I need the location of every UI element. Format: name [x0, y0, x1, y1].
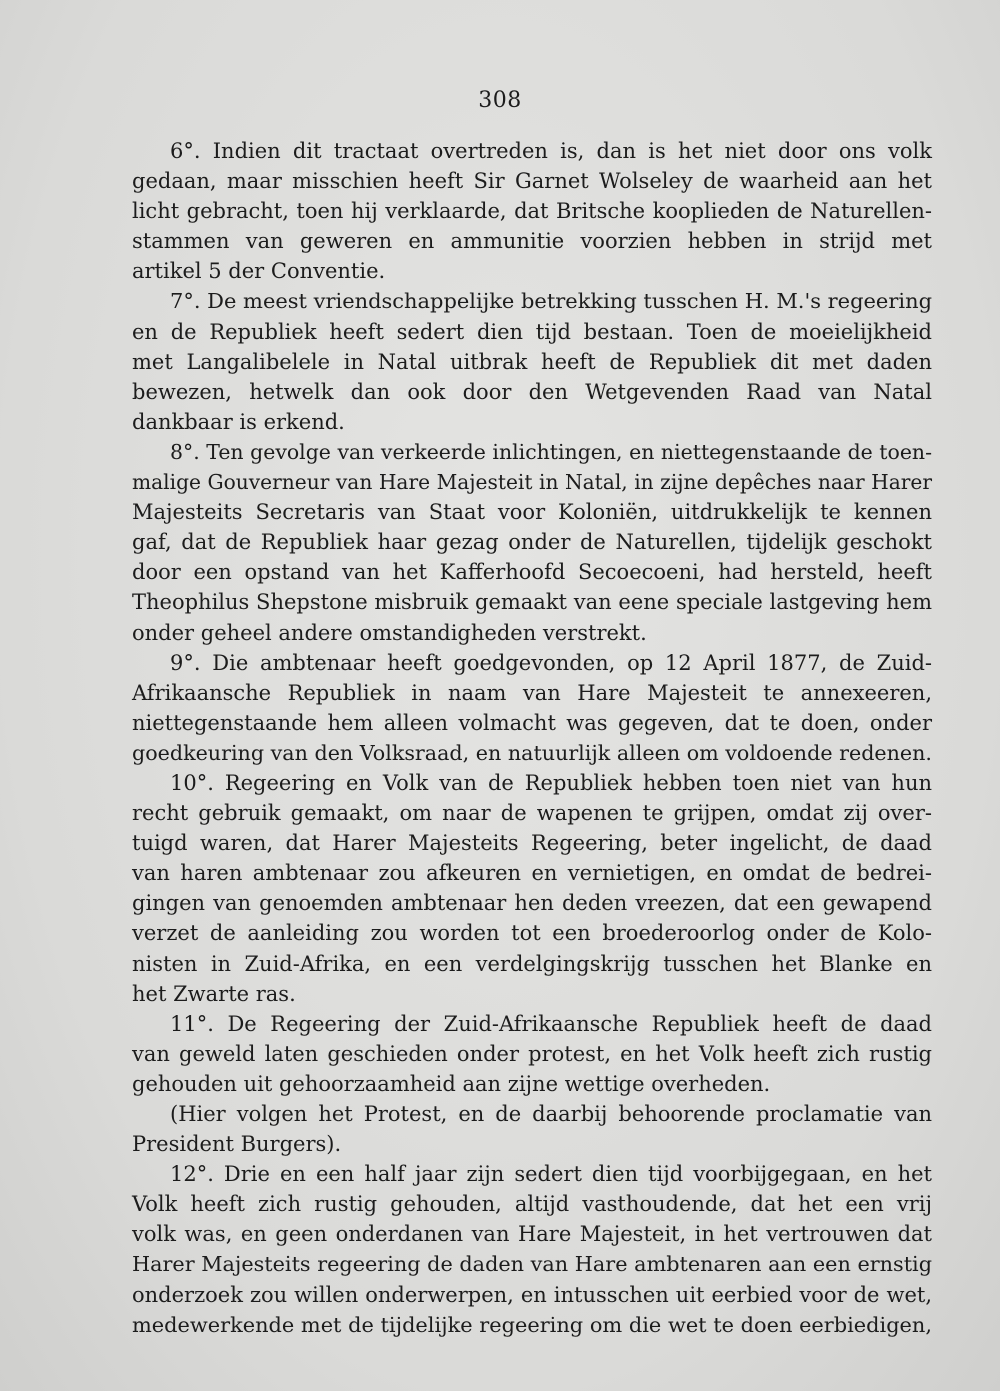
text-line: 6°. Indien dit tractaat overtreden is, dan is het niet door ons volk [170, 139, 932, 163]
text-line: dankbaar is erkend. [132, 409, 345, 434]
text-line: artikel 5 der Conventie. [132, 259, 386, 284]
text-line: President Burgers). [132, 1132, 342, 1157]
text-line: gehouden uit gehoorzaamheid aan zijne wettige overheden. [132, 1071, 771, 1096]
text-line: 12°. Drie en een half jaar zijn sedert dien tijd voorbijgegaan, en het [170, 1162, 932, 1187]
text-line: van haren ambtenaar zou afkeuren en vernietigen, en omdat de bedrei- [132, 861, 932, 886]
text-line: Majesteits Secretaris van Staat voor Koloniën, uitdrukkelijk te kennen [132, 500, 932, 525]
text-line: recht gebruik gemaakt, om naar de wapenen te grijpen, omdat zij over- [132, 801, 932, 826]
body-text [132, 136, 932, 1340]
text-line: onder geheel andere omstandigheden verstrekt. [132, 620, 647, 645]
text-line: medewerkende met de tijdelijke regeering om die wet te doen eerbiedigen, [132, 1312, 932, 1337]
text-line: met Langalibelele in Natal uitbrak heeft de Republiek dit met daden [132, 349, 932, 374]
text-line: 11°. De Regeering der Zuid-Afrikaansche Republiek heeft de daad [170, 1011, 932, 1036]
text-line: niettegenstaande hem alleen volmacht was gegeven, dat te doen, onder [132, 710, 932, 735]
text-line: bewezen, hetwelk dan ook door den Wetgevenden Raad van Natal [132, 379, 932, 404]
text-line: en de Republiek heeft sedert dien tijd bestaan. Toen de moeielijkheid [132, 319, 932, 344]
text-line: Afrikaansche Republiek in naam van Hare Majesteit te annexeeren, [132, 680, 932, 705]
text-line: goedkeuring van den Volksraad, en natuurlijk alleen om voldoende redenen. [132, 740, 932, 765]
text-line: Theophilus Shepstone misbruik gemaakt van eene speciale lastgeving hem [132, 590, 932, 615]
text-line: verzet de aanleiding zou worden tot een broederoorlog onder de Kolo- [132, 921, 932, 946]
text-line: (Hier volgen het Protest, en de daarbij behoorende proclamatie van [170, 1102, 932, 1126]
text-line: door een opstand van het Kafferhoofd Secoecoeni, had hersteld, heeft [132, 560, 932, 585]
text-line: malige Gouverneur van Hare Majesteit in Natal, in zijne depêches naar Harer [132, 470, 932, 495]
text-line: 10°. Regeering en Volk van de Republiek hebben toen niet van hun [170, 770, 932, 795]
text-line: 7°. De meest vriendschappelijke betrekking tusschen H. M.'s regeering [170, 289, 932, 314]
text-line: 8°. Ten gevolge van verkeerde inlichtingen, en niettegenstaande de toen- [170, 439, 932, 464]
text-line: Harer Majesteits regeering de daden van Hare ambtenaren aan een ernstig [132, 1252, 932, 1277]
text-line: licht gebracht, toen hij verklaarde, dat Britsche kooplieden de Naturellen- [132, 199, 932, 224]
text-line: onderzoek zou willen onderwerpen, en intusschen uit eerbied voor de wet, [132, 1282, 932, 1307]
text-line: gedaan, maar misschien heeft Sir Garnet Wolseley de waarheid aan het [132, 169, 932, 194]
text-line: stammen van geweren en ammunitie voorzien hebben in strijd met [132, 229, 932, 254]
text-line: gaf, dat de Republiek haar gezag onder de Naturellen, tijdelijk geschokt [132, 530, 932, 555]
text-line: het Zwarte ras. [132, 981, 296, 1006]
text-line: gingen van genoemden ambtenaar hen deden vreezen, dat een gewapend [132, 891, 932, 916]
text-line: Volk heeft zich rustig gehouden, altijd vasthoudende, dat het een vrij [132, 1192, 932, 1217]
text-line: volk was, en geen onderdanen van Hare Majesteit, in het vertrouwen dat [132, 1222, 932, 1247]
page-number: 308 [478, 88, 522, 113]
text-line: 9°. Die ambtenaar heeft goedgevonden, op 12 April 1877, de Zuid- [170, 650, 932, 675]
text-line: nisten in Zuid-Afrika, en een verdelgingskrijg tusschen het Blanke en [132, 951, 932, 976]
text-line: tuigd waren, dat Harer Majesteits Regeering, beter ingelicht, de daad [132, 831, 932, 856]
text-line: van geweld laten geschieden onder protest, en het Volk heeft zich rustig [132, 1041, 932, 1066]
